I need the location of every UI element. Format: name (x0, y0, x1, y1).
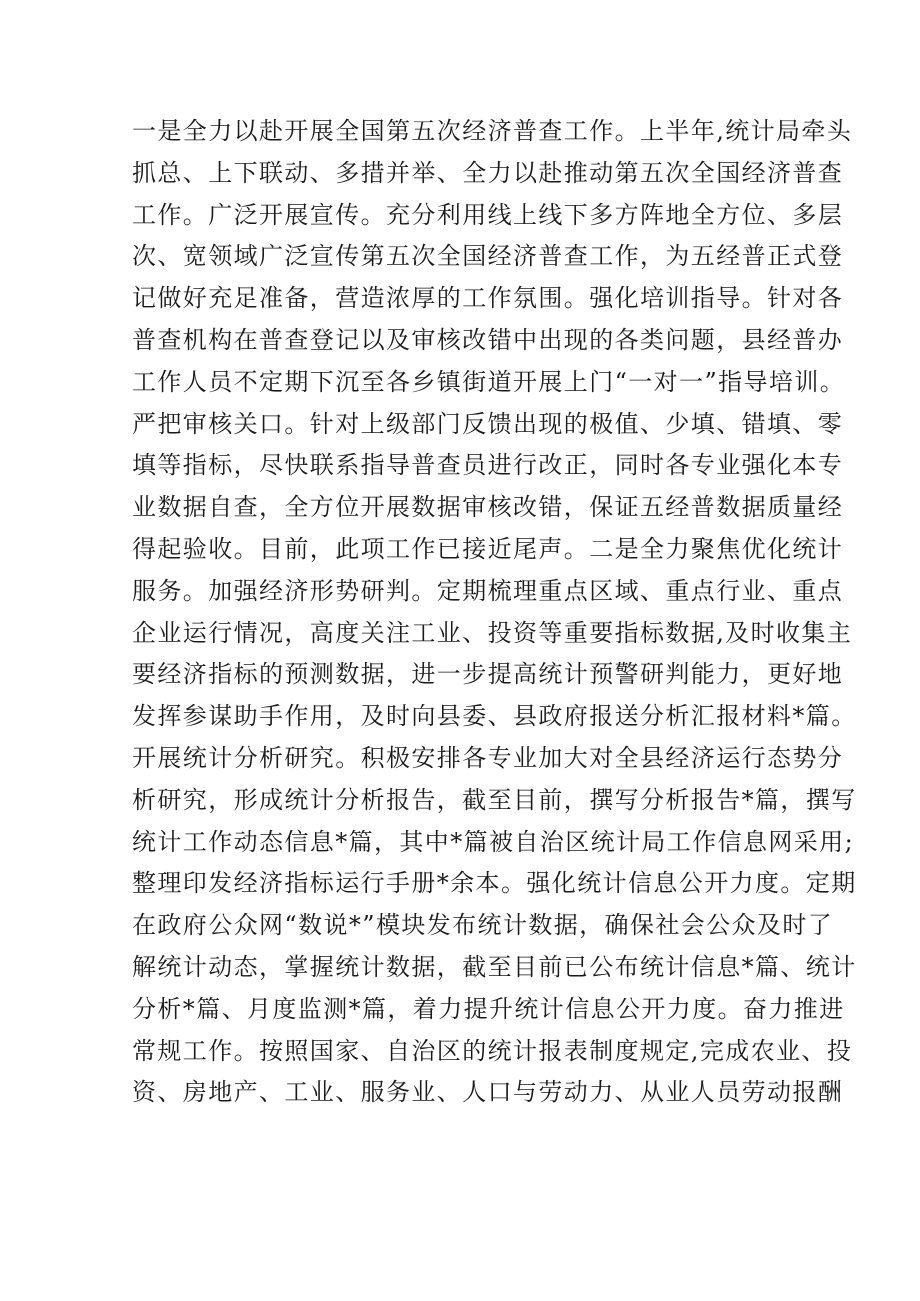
text-line: 资、房地产、工业、服务业、人口与劳动力、从业人员劳动报酬 (132, 1078, 844, 1107)
text-line: 记做好充足准备，营造浓厚的工作氛围。强化培训指导。针对各 (132, 284, 844, 313)
text-line: 统计工作动态信息*篇，其中*篇被自治区统计局工作信息网采用; (132, 827, 855, 856)
text-line: 要经济指标的预测数据，进一步提高统计预警研判能力，更好地 (132, 660, 844, 689)
text-line: 分析*篇、月度监测*篇，着力提升统计信息公开力度。奋力推进 (132, 994, 845, 1023)
text-line: 严把审核关口。针对上级部门反馈出现的极值、少填、错填、零 (132, 409, 844, 438)
text-line: 业数据自查，全方位开展数据审核改错，保证五经普数据质量经 (132, 493, 844, 522)
text-line: 常规工作。按照国家、自治区的统计报表制度规定,完成农业、投 (132, 1036, 853, 1065)
text-line: 得起验收。目前，此项工作已接近尾声。二是全力聚焦优化统计 (132, 534, 844, 563)
text-line: 次、宽领域广泛宣传第五次全国经济普查工作，为五经普正式登 (132, 242, 844, 271)
text-line: 普查机构在普查登记以及审核改错中出现的各类问题，县经普办 (132, 325, 844, 354)
text-line: 工作。广泛开展宣传。充分利用线上线下多方阵地全方位、多层 (132, 200, 844, 229)
text-line: 发挥参谋助手作用，及时向县委、县政府报送分析汇报材料*篇。 (132, 702, 857, 731)
text-line: 整理印发经济指标运行手册*余本。强化统计信息公开力度。定期 (132, 869, 857, 898)
text-line: 析研究，形成统计分析报告，截至目前，撰写分析报告*篇，撰写 (132, 785, 857, 814)
text-line: 抓总、上下联动、多措并举、全力以赴推动第五次全国经济普查 (132, 158, 844, 187)
text-line: 企业运行情况，高度关注工业、投资等重要指标数据,及时收集主 (132, 618, 853, 647)
text-line: 开展统计分析研究。积极安排各专业加大对全县经济运行态势分 (132, 743, 844, 772)
body-paragraph (132, 111, 857, 1114)
text-line: 服务。加强经济形势研判。定期梳理重点区域、重点行业、重点 (132, 576, 844, 605)
text-line: 工作人员不定期下沉至各乡镇街道开展上门“一对一”指导培训。 (132, 367, 846, 396)
text-line: 在政府公众网“数说*”模块发布统计数据，确保社会公众及时了 (132, 911, 834, 940)
text-line: 解统计动态，掌握统计数据，截至目前已公布统计信息*篇、统计 (132, 952, 857, 981)
text-line: 填等指标，尽快联系指导普查员进行改正，同时各专业强化本专 (132, 451, 844, 480)
text-line: 一是全力以赴开展全国第五次经济普查工作。上半年,统计局牵头 (132, 117, 853, 145)
